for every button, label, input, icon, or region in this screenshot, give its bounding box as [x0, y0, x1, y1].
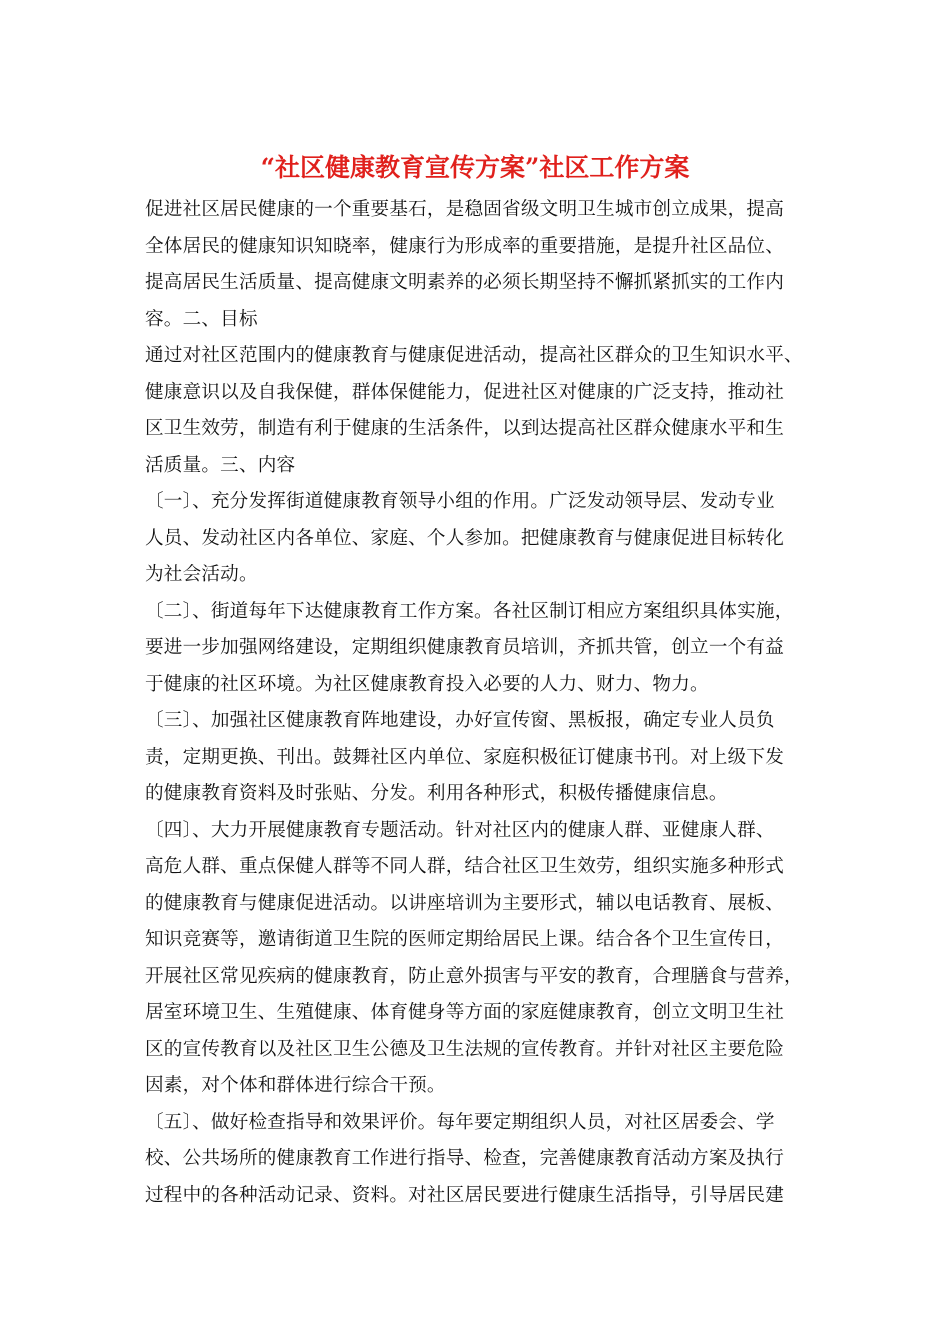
text-line: 全体居民的健康知识知晓率，健康行为形成率的重要措施，是提升社区品位、 — [145, 235, 784, 257]
paragraph-item-4 — [145, 813, 805, 1105]
paragraph-item-2 — [145, 594, 805, 704]
text-line: 责，定期更换、刊出。鼓舞社区内单位、家庭积极征订健康书刊。对上级下发 — [145, 746, 784, 768]
paragraph-item-5 — [145, 1105, 805, 1215]
text-line: 人员、发动社区内各单位、家庭、个人参加。把健康教育与健康促进目标转化 — [145, 527, 784, 549]
text-line: 的健康教育资料及时张贴、分发。利用各种形式，积极传播健康信息。 — [145, 783, 728, 804]
text-line: 于健康的社区环境。为社区健康教育投入必要的人力、财力、物力。 — [145, 673, 709, 695]
text-line: 活质量。三、内容 — [145, 454, 296, 476]
text-line: 区的宣传教育以及社区卫生公德及卫生法规的宣传教育。并针对社区主要危险 — [145, 1038, 784, 1060]
text-line: 知识竞赛等，邀请街道卫生院的医师定期给居民上课。结合各个卫生宣传日， — [145, 929, 784, 950]
paragraph-item-1 — [145, 484, 805, 594]
text-line: 〔二〕、街道每年下达健康教育工作方案。各社区制订相应方案组织具体实施， — [145, 600, 794, 622]
text-line: 健康意识以及自我保健，群体保健能力，促进社区对健康的广泛支持，推动社 — [145, 381, 784, 403]
paragraph-goals — [145, 338, 805, 484]
text-line: 的健康教育与健康促进活动。以讲座培训为主要形式，辅以电话教育、展板、 — [145, 892, 784, 914]
text-line: 高危人群、重点保健人群等不同人群，结合社区卫生效劳，组织实施多种形式 — [145, 856, 784, 877]
paragraph-intro — [145, 192, 805, 338]
text-line: 〔五〕、做好检查指导和效果评价。每年要定期组织人员，对社区居委会、学 — [145, 1111, 775, 1133]
paragraph-item-3 — [145, 703, 805, 813]
text-line: 因素，对个体和群体进行综合干预。 — [145, 1075, 446, 1096]
text-line: 要进一步加强网络建设，定期组织健康教育员培训，齐抓共管，创立一个有益 — [145, 637, 784, 658]
text-line: 〔四〕、大力开展健康教育专题活动。针对社区内的健康人群、亚健康人群、 — [145, 819, 775, 841]
text-line: 居室环境卫生、生殖健康、体育健身等方面的家庭健康教育，创立文明卫生社 — [145, 1002, 784, 1023]
text-line: 开展社区常见疾病的健康教育，防止意外损害与平安的教育，合理膳食与营养， — [145, 965, 803, 987]
text-line: 过程中的各种活动记录、资料。对社区居民要进行健康生活指导，引导居民建 — [145, 1184, 784, 1206]
text-line: 促进社区居民健康的一个重要基石，是稳固省级文明卫生城市创立成果，提高 — [145, 199, 784, 220]
document-body — [145, 192, 805, 1214]
text-line: 通过对社区范围内的健康教育与健康促进活动，提高社区群众的卫生知识水平、 — [145, 345, 803, 366]
text-line: 为社会活动。 — [145, 564, 258, 585]
text-line: 容。二、目标 — [145, 308, 258, 330]
text-line: 校、公共场所的健康教育工作进行指导、检查，完善健康教育活动方案及执行 — [145, 1148, 784, 1169]
text-line: 〔一〕、充分发挥街道健康教育领导小组的作用。广泛发动领导层、发动专业 — [145, 491, 775, 512]
text-line: 区卫生效劳，制造有利于健康的生活条件，以到达提高社区群众健康水平和生 — [145, 418, 784, 439]
text-line: 提高居民生活质量、提高健康文明素养的必须长期坚持不懈抓紧抓实的工作内 — [145, 272, 784, 293]
text-line: 〔三〕、加强社区健康教育阵地建设，办好宣传窗、黑板报，确定专业人员负 — [145, 710, 775, 731]
document-title: “社区健康教育宣传方案”社区工作方案 — [260, 153, 690, 182]
